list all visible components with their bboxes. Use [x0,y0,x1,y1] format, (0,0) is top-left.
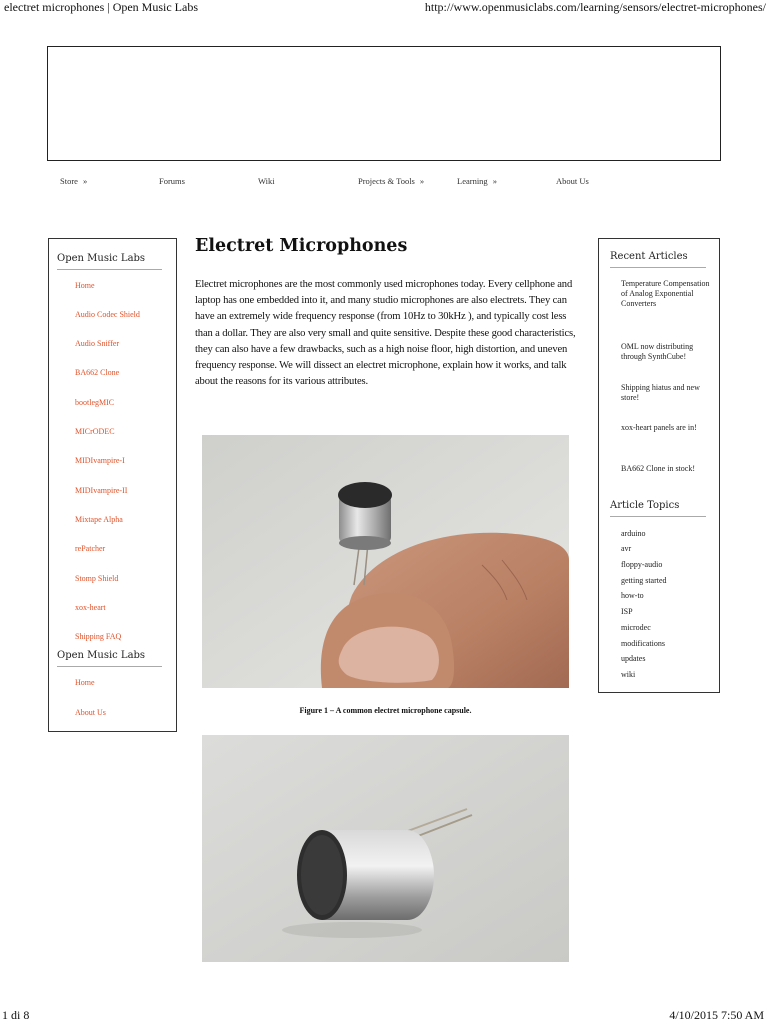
sidebar-link-repatcher[interactable]: rePatcher [75,544,106,553]
topic-link[interactable]: modifications [621,639,665,648]
recent-article-link[interactable]: OML now distributing through SynthCube! [621,342,694,361]
topic-link[interactable]: getting started [621,576,667,585]
divider [57,269,162,270]
topic-link[interactable]: microdec [621,623,651,632]
topic-link[interactable]: arduino [621,529,646,538]
nav-dropdown-arrow-icon: » [82,176,88,186]
recent-article-link[interactable]: BA662 Clone in stock! [621,464,695,473]
nav-dropdown-arrow-icon: » [419,176,425,186]
nav-item-store[interactable]: Store » [60,176,88,186]
left-sidebar [48,238,177,732]
sidebar-link-audio-sniffer[interactable]: Audio Sniffer [75,339,120,348]
sidebar-link-home[interactable]: Home [75,281,95,290]
sidebar-link-ba662-clone[interactable]: BA662 Clone [75,368,120,377]
sidebar-link-microdec[interactable]: MICrODEC [75,427,115,436]
sidebar-link-stomp-shield[interactable]: Stomp Shield [75,574,119,583]
nav-item-wiki[interactable]: Wiki [258,176,275,186]
sidebar-link-audio-codec-shield[interactable]: Audio Codec Shield [75,310,140,319]
top-navigation [60,176,700,190]
nav-dropdown-arrow-icon: » [492,176,497,186]
sidebar-link-mixtape-alpha[interactable]: Mixtape Alpha [75,515,123,524]
article-topics-heading: Article Topics [610,500,680,511]
left-sidebar-heading: Open Music Labs [57,253,146,264]
divider [57,666,162,667]
topic-link[interactable]: how-to [621,591,644,600]
right-sidebar [598,238,720,693]
sidebar-link-xox-heart[interactable]: xox-heart [75,603,106,612]
print-footer-page: 1 di 8 [2,1008,30,1022]
nav-item-projects-tools[interactable]: Projects & Tools » [358,176,425,186]
sidebar-link-midivampire-ii[interactable]: MIDIvampire-II [75,486,128,495]
recent-article-link[interactable]: Shipping hiatus and new store! [621,383,700,402]
sidebar-link-about-us[interactable]: About Us [75,708,106,717]
print-header-title: electret microphones | Open Music Labs [4,0,199,14]
figure-microphone-in-fingers [202,435,569,688]
topic-link[interactable]: avr [621,544,632,553]
page-title: Electret Microphones [195,236,408,256]
figure-caption: Figure 1 – A common electret microphone capsule. [299,706,472,715]
topic-link[interactable]: wiki [621,670,636,679]
nav-item-about-us[interactable]: About Us [556,176,589,186]
topic-link[interactable]: updates [621,654,646,663]
topic-link[interactable]: floppy-audio [621,560,663,569]
header-banner [47,46,721,161]
intro-paragraph: Electret microphones are the most commonly used microphones today. Every cellphone and laptop has one embedded into it, and many studio microphones are also electrets. They can have an extremely wide frequency response (from 10Hz to 30kHz ), and typically cost less than a dollar. They are also very small and quite sensitive. Despite these good characteristics, they can also have a few drawbacks, such as a high noise floor, high distortion, and uneven frequency response. We will dissect an electret microphone, explain how it works, and talk about the reasons for its various attributes. [195,279,576,388]
print-header-url: http://www.openmusiclabs.com/learning/sensors/electret-microphones/ [424,0,766,14]
divider [610,267,706,268]
sidebar-link-midivampire-i[interactable]: MIDIvampire-I [75,456,125,465]
left-sidebar-heading-2: Open Music Labs [57,650,146,661]
topic-link[interactable]: ISP [621,607,633,616]
recent-article-link[interactable]: xox-heart panels are in! [621,423,697,432]
sidebar-link-home-2[interactable]: Home [75,678,95,687]
sidebar-link-shipping-faq[interactable]: Shipping FAQ [75,632,122,641]
nav-item-forums[interactable]: Forums [159,176,185,186]
figure-microphone-capsule [202,735,569,962]
recent-articles-heading: Recent Articles [610,251,688,262]
print-footer-timestamp: 4/10/2015 7:50 AM [669,1008,764,1022]
nav-item-learning[interactable]: Learning » [457,176,497,186]
divider [610,516,706,517]
sidebar-link-bootlegmic[interactable]: bootlegMIC [75,398,115,407]
recent-article-link[interactable]: Temperature Compensation of Analog Exponential Converters [621,279,710,308]
